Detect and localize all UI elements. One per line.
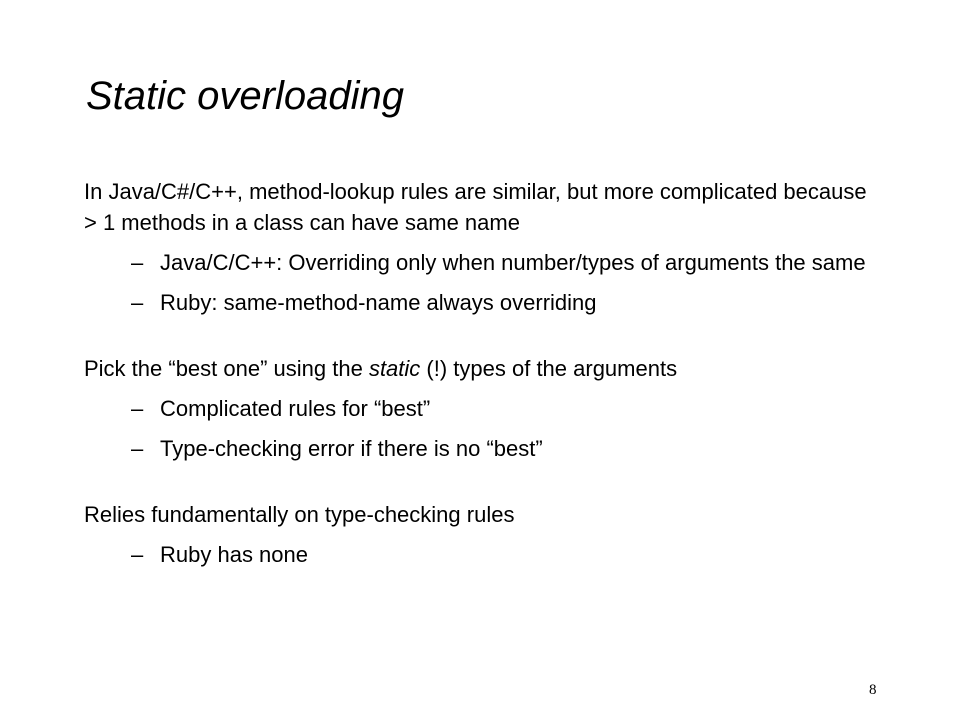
page-number: 8 [869,682,877,698]
bullet-item [84,247,884,278]
bullet-text: Ruby has none [160,542,308,567]
dash-marker: – [131,250,144,275]
section-2 [84,353,884,464]
section-2-text-before: Pick the “best one” using the [84,356,369,381]
section-2-text-after: (!) types of the arguments [420,356,678,381]
section-3-text: Relies fundamentally on type-checking rules [84,502,515,527]
slide-body [84,176,884,570]
bullet-item [84,393,884,424]
section-3 [84,499,884,570]
dash-marker: – [131,436,144,461]
dash-marker: – [131,290,144,315]
section-1-text: In Java/C#/C++, method-lookup rules are similar, but more complicated because > 1 methods in a class can have same name [84,179,867,235]
bullet-text: Ruby: same-method-name always overriding [160,290,597,315]
bullet-text: Complicated rules for “best” [160,396,431,421]
dash-marker: – [131,396,144,421]
slide-title: Static overloading [86,74,404,118]
bullet-text: Type-checking error if there is no “best” [160,436,543,461]
bullet-text: Java/C/C++: Overriding only when number/types of arguments the same [160,250,866,275]
dash-marker: – [131,542,144,567]
bullet-item [84,539,884,570]
bullet-item [84,287,884,318]
section-2-emphasis: static [368,356,421,381]
section-2-text [84,353,884,384]
section-1 [84,176,884,318]
bullet-item [84,433,884,464]
